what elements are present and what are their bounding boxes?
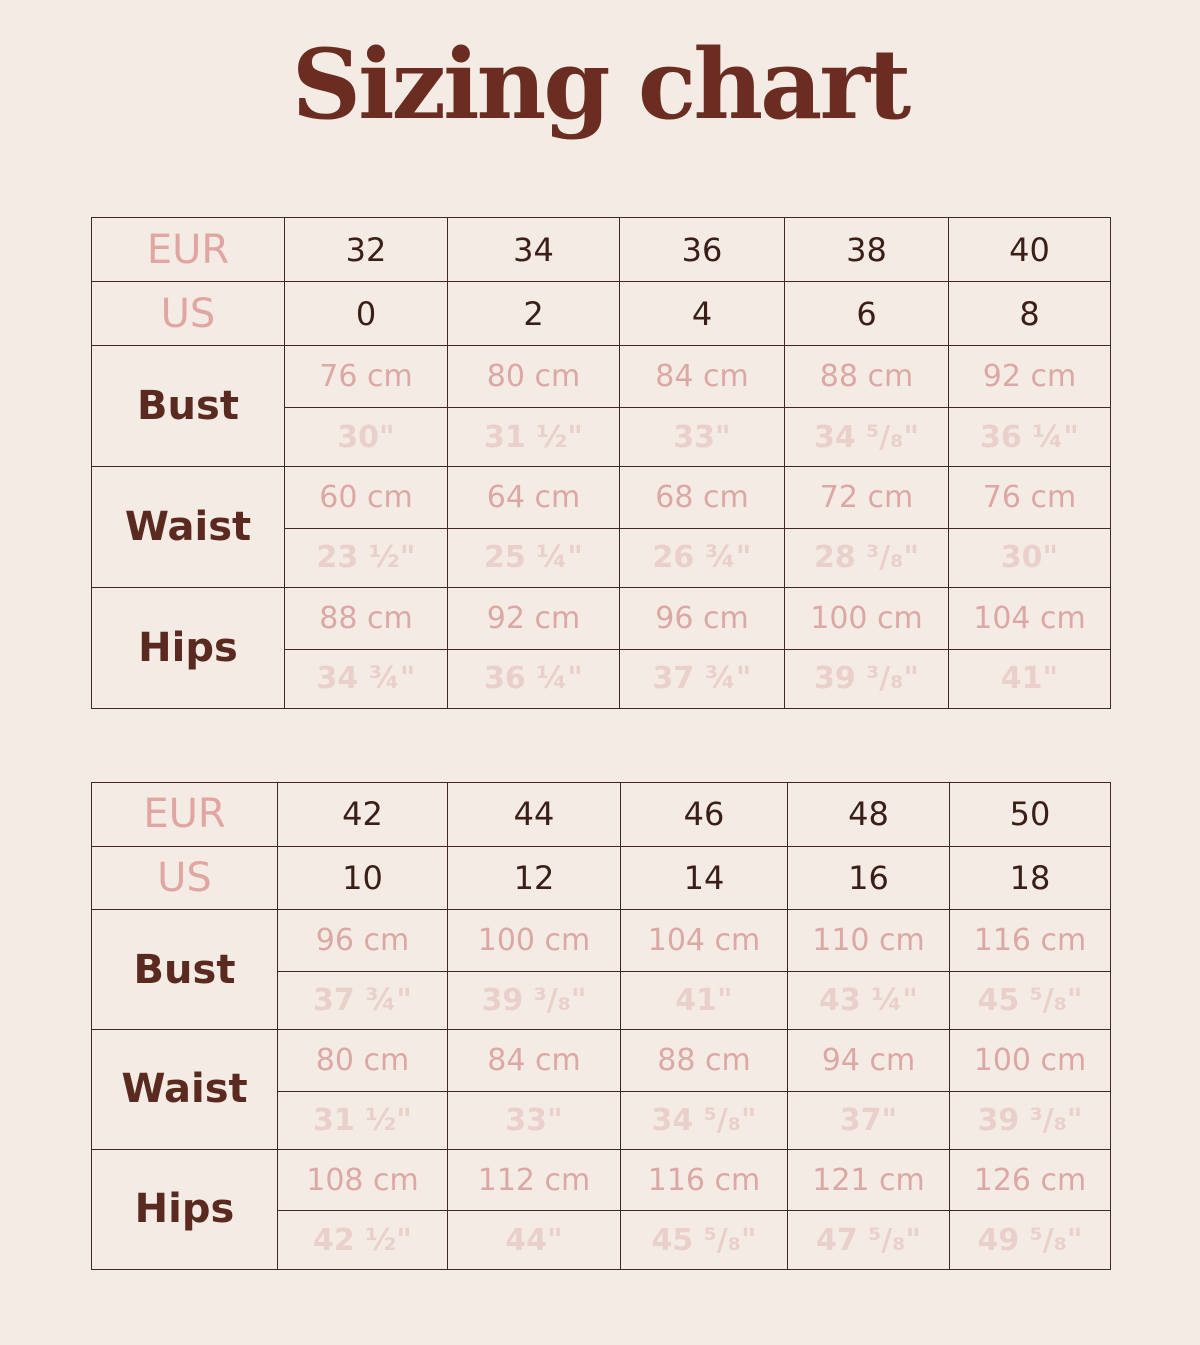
table-row [92, 1030, 1111, 1092]
bust-cm-cell: 110 cm [788, 910, 950, 972]
size-table-2 [91, 782, 1111, 1270]
waist-cm-cell: 64 cm [448, 467, 620, 529]
waist-inch-cell: 31 ½" [278, 1091, 448, 1149]
hips-cm-cell: 116 cm [621, 1149, 788, 1211]
bust-label: Bust [92, 910, 278, 1030]
bust-inch-cell: 34 ⁵/₈" [785, 408, 949, 467]
us-label: US [92, 846, 278, 910]
hips-cm-cell: 112 cm [448, 1149, 621, 1211]
waist-cm-cell: 100 cm [950, 1030, 1111, 1092]
waist-inch-cell: 26 ¾" [620, 529, 785, 588]
waist-inch-cell: 28 ³/₈" [785, 529, 949, 588]
hips-inch-cell: 42 ½" [278, 1211, 448, 1270]
bust-inch-cell: 41" [621, 971, 788, 1029]
us-size-cell: 18 [950, 846, 1111, 910]
waist-label: Waist [92, 467, 285, 588]
hips-inch-cell: 47 ⁵/₈" [788, 1211, 950, 1270]
hips-inch-cell: 34 ¾" [285, 649, 448, 708]
hips-inch-cell: 44" [448, 1211, 621, 1270]
bust-cm-cell: 104 cm [621, 910, 788, 972]
us-size-cell: 8 [949, 282, 1111, 346]
hips-inch-cell: 36 ¼" [448, 649, 620, 708]
us-size-cell: 6 [785, 282, 949, 346]
table-row [92, 1149, 1111, 1211]
bust-inch-cell: 30" [285, 408, 448, 467]
table-row [92, 910, 1111, 972]
hips-cm-cell: 96 cm [620, 587, 785, 649]
waist-inch-cell: 33" [448, 1091, 621, 1149]
us-size-cell: 12 [448, 846, 621, 910]
hips-label: Hips [92, 587, 285, 708]
waist-cm-cell: 84 cm [448, 1030, 621, 1092]
eur-size-cell: 36 [620, 218, 785, 282]
bust-cm-cell: 80 cm [448, 346, 620, 408]
waist-cm-cell: 88 cm [621, 1030, 788, 1092]
bust-cm-cell: 84 cm [620, 346, 785, 408]
bust-inch-cell: 31 ½" [448, 408, 620, 467]
waist-cm-cell: 60 cm [285, 467, 448, 529]
table-row [92, 587, 1111, 649]
eur-size-cell: 48 [788, 783, 950, 847]
hips-cm-cell: 126 cm [950, 1149, 1111, 1211]
eur-size-cell: 44 [448, 783, 621, 847]
waist-cm-cell: 68 cm [620, 467, 785, 529]
eur-size-cell: 34 [448, 218, 620, 282]
bust-cm-cell: 116 cm [950, 910, 1111, 972]
waist-label: Waist [92, 1030, 278, 1150]
us-size-cell: 14 [621, 846, 788, 910]
bust-cm-cell: 96 cm [278, 910, 448, 972]
bust-inch-cell: 36 ¼" [949, 408, 1111, 467]
bust-inch-cell: 37 ¾" [278, 971, 448, 1029]
bust-inch-cell: 33" [620, 408, 785, 467]
us-size-cell: 2 [448, 282, 620, 346]
hips-cm-cell: 104 cm [949, 587, 1111, 649]
eur-size-cell: 46 [621, 783, 788, 847]
bust-cm-cell: 76 cm [285, 346, 448, 408]
bust-cm-cell: 100 cm [448, 910, 621, 972]
eur-label: EUR [92, 783, 278, 847]
hips-inch-cell: 41" [949, 649, 1111, 708]
hips-inch-cell: 39 ³/₈" [785, 649, 949, 708]
us-size-cell: 16 [788, 846, 950, 910]
hips-cm-cell: 121 cm [788, 1149, 950, 1211]
waist-inch-cell: 23 ½" [285, 529, 448, 588]
waist-cm-cell: 80 cm [278, 1030, 448, 1092]
hips-cm-cell: 92 cm [448, 587, 620, 649]
table-row [92, 218, 1111, 282]
eur-size-cell: 42 [278, 783, 448, 847]
hips-label: Hips [92, 1149, 278, 1269]
hips-inch-cell: 49 ⁵/₈" [950, 1211, 1111, 1270]
eur-size-cell: 50 [950, 783, 1111, 847]
page-title: Sizing chart [291, 28, 909, 141]
table-row [92, 346, 1111, 408]
bust-inch-cell: 45 ⁵/₈" [950, 971, 1111, 1029]
bust-label: Bust [92, 346, 285, 467]
eur-size-cell: 40 [949, 218, 1111, 282]
waist-inch-cell: 37" [788, 1091, 950, 1149]
us-size-cell: 10 [278, 846, 448, 910]
waist-cm-cell: 94 cm [788, 1030, 950, 1092]
bust-inch-cell: 43 ¼" [788, 971, 950, 1029]
table-row [92, 467, 1111, 529]
eur-size-cell: 38 [785, 218, 949, 282]
bust-cm-cell: 88 cm [785, 346, 949, 408]
table-row [92, 783, 1111, 847]
eur-label: EUR [92, 218, 285, 282]
waist-cm-cell: 76 cm [949, 467, 1111, 529]
waist-inch-cell: 25 ¼" [448, 529, 620, 588]
us-size-cell: 0 [285, 282, 448, 346]
hips-cm-cell: 88 cm [285, 587, 448, 649]
us-label: US [92, 282, 285, 346]
waist-inch-cell: 34 ⁵/₈" [621, 1091, 788, 1149]
waist-cm-cell: 72 cm [785, 467, 949, 529]
hips-inch-cell: 37 ¾" [620, 649, 785, 708]
hips-cm-cell: 108 cm [278, 1149, 448, 1211]
bust-inch-cell: 39 ³/₈" [448, 971, 621, 1029]
size-table-1 [91, 217, 1111, 709]
table-row [92, 282, 1111, 346]
eur-size-cell: 32 [285, 218, 448, 282]
bust-cm-cell: 92 cm [949, 346, 1111, 408]
hips-inch-cell: 45 ⁵/₈" [621, 1211, 788, 1270]
waist-inch-cell: 39 ³/₈" [950, 1091, 1111, 1149]
us-size-cell: 4 [620, 282, 785, 346]
hips-cm-cell: 100 cm [785, 587, 949, 649]
waist-inch-cell: 30" [949, 529, 1111, 588]
table-row [92, 846, 1111, 910]
